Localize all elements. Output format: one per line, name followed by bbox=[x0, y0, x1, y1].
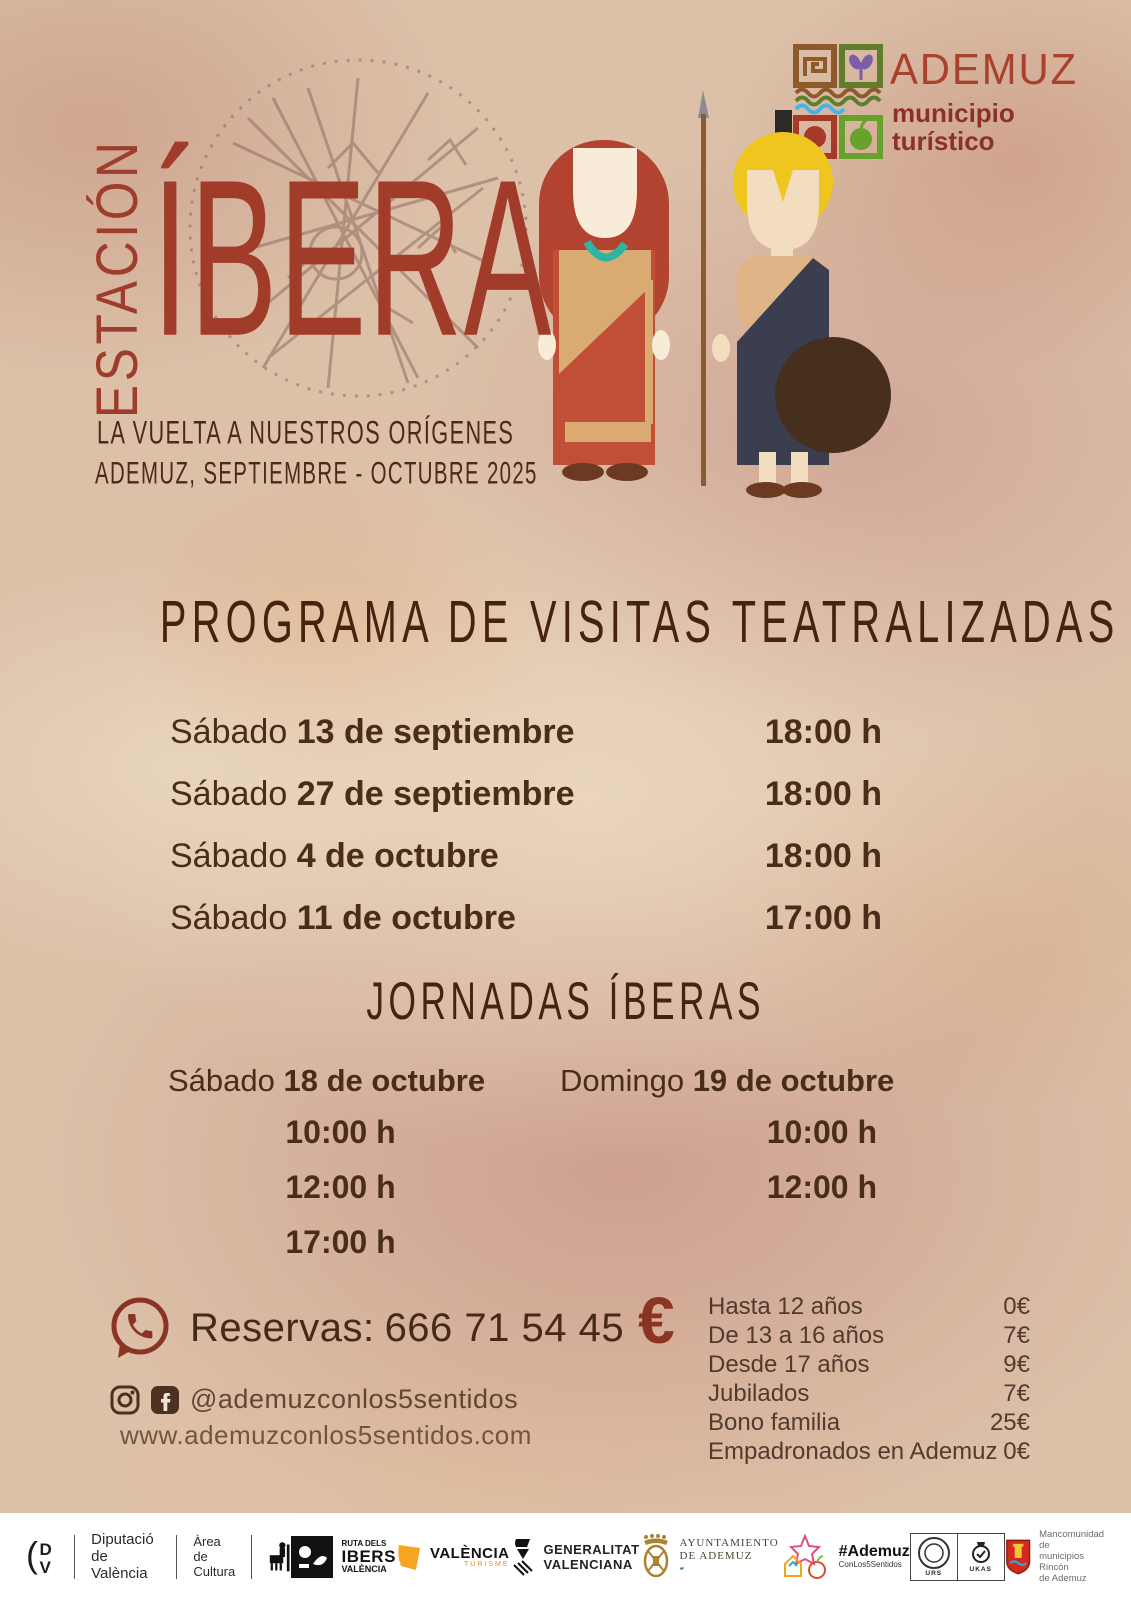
brand-name: ADEMUZ bbox=[890, 45, 1078, 94]
ayuntamiento-ademuz-logo: AYUNTAMIENTO DE ADEMUZ ▰ bbox=[640, 1533, 779, 1581]
valencia-turisme-icon bbox=[396, 1542, 422, 1572]
ruta-ibers-logo: RUTA DELS IBERS VALÈNCIA bbox=[291, 1536, 395, 1578]
svg-text:(: ( bbox=[26, 1534, 38, 1575]
museu-prehistoria-logo bbox=[268, 1539, 291, 1575]
urs-seal: URS bbox=[911, 1534, 957, 1580]
session-time: 12:00 h bbox=[285, 1169, 396, 1205]
program-schedule bbox=[170, 712, 882, 938]
ruta-ibers-icon bbox=[291, 1536, 333, 1578]
certification-seals bbox=[910, 1533, 1005, 1581]
schedule-row: Sábado 4 de octubre 18:00 h bbox=[170, 837, 882, 875]
reservations-text: Reservas: 666 71 54 45 bbox=[190, 1305, 625, 1350]
page-title: ÍBERA bbox=[152, 133, 553, 382]
session-time: 10:00 h bbox=[285, 1114, 396, 1150]
ukas-seal-icon bbox=[970, 1540, 992, 1566]
price-row: Jubilados 7€ bbox=[708, 1380, 1030, 1407]
generalitat-icon bbox=[510, 1537, 536, 1577]
social-block bbox=[110, 1384, 518, 1415]
euro-icon: € bbox=[638, 1283, 675, 1357]
valencia-turisme-logo: VALÈNCIA TURISME bbox=[396, 1542, 510, 1572]
ademuz-5sentidos-logo: #Ademuz ConLos5Sentidos bbox=[779, 1534, 910, 1580]
title-vertical: ESTACIÓN bbox=[85, 138, 150, 419]
ukas-seal: UKAS bbox=[957, 1534, 1004, 1580]
jornadas-sunday-column: Domingo 19 de octubre 10:00 h 12:00 h bbox=[560, 1063, 895, 1205]
session-time: 12:00 h bbox=[766, 1169, 877, 1205]
phone-number: 666 71 54 45 bbox=[384, 1305, 625, 1350]
schedule-row: Sábado 11 de octubre 17:00 h bbox=[170, 899, 882, 937]
website-url: www.ademuzconlos5sentidos.com bbox=[120, 1420, 532, 1450]
price-row: Empadronados en Ademuz 0€ bbox=[708, 1438, 1030, 1465]
price-row: De 13 a 16 años 7€ bbox=[708, 1322, 1030, 1349]
price-list bbox=[708, 1292, 1030, 1466]
instagram-icon bbox=[110, 1385, 140, 1415]
spear bbox=[701, 114, 706, 486]
iberian-woman-figure bbox=[538, 140, 670, 481]
eco-mark: ▰ bbox=[679, 1566, 685, 1572]
schedule-row: Sábado 27 de septiembre 18:00 h bbox=[170, 775, 882, 813]
sponsor-logo-bar bbox=[0, 1513, 1131, 1600]
generalitat-valenciana-logo: GENERALITAT VALENCIANA bbox=[510, 1537, 640, 1577]
iberian-warrior-figure bbox=[698, 90, 891, 498]
schedule-row: Sábado 13 de septiembre 18:00 h bbox=[170, 713, 882, 751]
session-time: 17:00 h bbox=[285, 1224, 396, 1260]
dv-mark-icon bbox=[26, 1534, 58, 1580]
svg-text:V: V bbox=[39, 1557, 51, 1577]
five-senses-doodle-icon bbox=[779, 1534, 831, 1580]
jornadas-heading: JORNADAS ÍBERAS bbox=[366, 970, 765, 1031]
phone-icon bbox=[108, 1296, 172, 1360]
program-heading: PROGRAMA DE VISITAS TEATRALIZADAS bbox=[159, 589, 1120, 656]
spear-tip bbox=[698, 90, 709, 118]
price-row: Bono familia 25€ bbox=[708, 1409, 1030, 1436]
shield bbox=[775, 337, 891, 453]
iberian-figures-illustration bbox=[525, 90, 900, 505]
session-time: 10:00 h bbox=[766, 1114, 877, 1150]
brand-tagline-1: municipio bbox=[892, 98, 1015, 128]
svg-text:D: D bbox=[39, 1539, 52, 1559]
price-row: Hasta 12 años 0€ bbox=[708, 1293, 1030, 1320]
mancomunidad-logo: Mancomunidad de municipios Rincón de Ademuz bbox=[1005, 1529, 1108, 1584]
price-row: Desde 17 años 9€ bbox=[708, 1351, 1030, 1378]
social-handle: @ademuzconlos5sentidos bbox=[190, 1384, 519, 1414]
ayuntamiento-crest-icon bbox=[640, 1533, 672, 1581]
title-dateline: ADEMUZ, SEPTIEMBRE - OCTUBRE 2025 bbox=[95, 456, 538, 491]
facebook-icon bbox=[150, 1385, 180, 1415]
brand-tagline-2: turístico bbox=[892, 126, 995, 156]
mancomunidad-shield-icon bbox=[1005, 1536, 1031, 1578]
urs-seal-icon bbox=[917, 1536, 951, 1570]
diputacio-valencia-logo: ( D V Diputació de València Àrea de Cultura bbox=[26, 1531, 291, 1582]
jornadas-saturday-column: Sábado 18 de octubre 10:00 h 12:00 h 17:00 h bbox=[168, 1062, 513, 1258]
title-subtitle: LA VUELTA A NUESTROS ORÍGENES bbox=[97, 414, 515, 451]
reservations-block bbox=[108, 1296, 624, 1360]
